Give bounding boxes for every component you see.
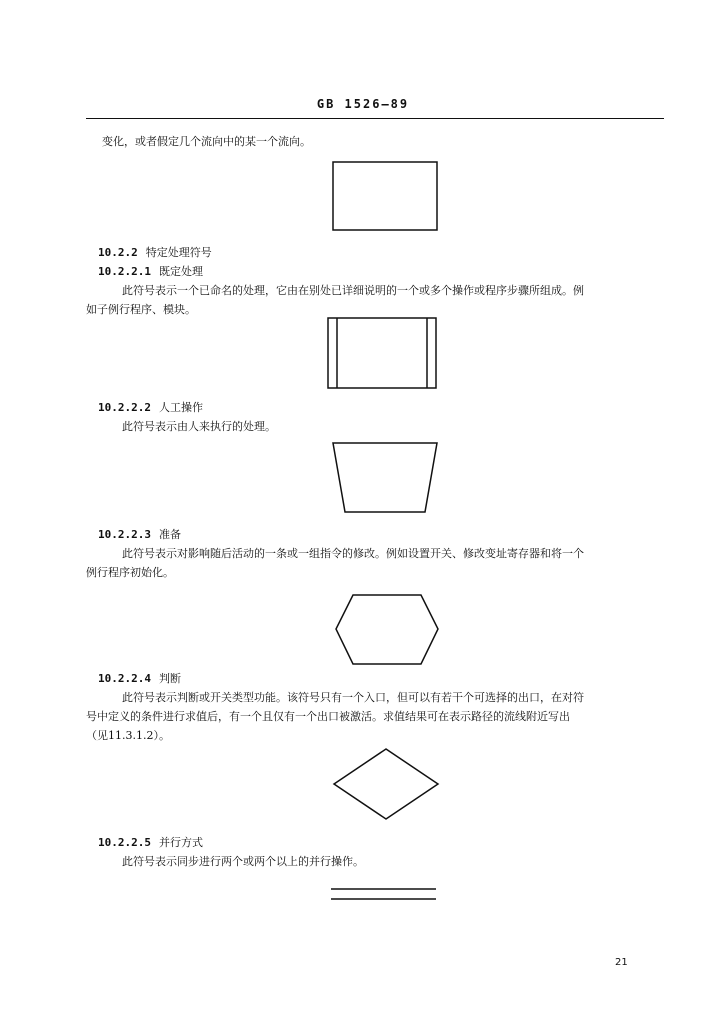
section-title: 并行方式 xyxy=(158,836,203,849)
section-number: 10.2.2 xyxy=(98,246,138,259)
section-number: 10.2.2.2 xyxy=(98,401,151,414)
section-10-2-2-2-heading xyxy=(98,398,203,417)
section-10-2-2-3-heading xyxy=(98,525,181,544)
section-title: 准备 xyxy=(158,528,181,541)
predefined-process-desc-line1: 此符号表示一个已命名的处理，它由在别处已详细说明的一个或多个操作或程序步骤所组成。例 xyxy=(122,284,584,297)
decision-desc-line3: （见11.3.1.2）。 xyxy=(86,729,170,742)
decision-desc-line1: 此符号表示判断或开关类型功能。该符号只有一个入口，但可以有若干个可选择的出口，在对符 xyxy=(122,691,584,704)
decision-desc-line2: 号中定义的条件进行求值后，有一个且仅有一个出口被激活。求值结果可在表示路径的流线附近写出 xyxy=(86,710,570,723)
process-symbol xyxy=(330,160,440,232)
section-number: 10.2.2.3 xyxy=(98,528,151,541)
document-code: GB 1526—89 xyxy=(316,97,410,111)
manual-operation-symbol xyxy=(330,440,440,516)
parallel-mode-desc: 此符号表示同步进行两个或两个以上的并行操作。 xyxy=(122,855,364,868)
page-number: 21 xyxy=(615,957,628,968)
predefined-process-desc-line2: 如子例行程序、模块。 xyxy=(86,303,196,316)
section-number: 10.2.2.1 xyxy=(98,265,151,278)
section-title: 特定处理符号 xyxy=(145,246,212,259)
preparation-desc-line1: 此符号表示对影响随后活动的一条或一组指令的修改。例如设置开关、修改变址寄存器和将一个 xyxy=(122,547,584,560)
section-10-2-2-1-heading xyxy=(98,262,203,281)
predefined-process-symbol xyxy=(325,316,439,391)
section-number: 10.2.2.4 xyxy=(98,672,151,685)
header-rule xyxy=(86,118,664,119)
preparation-desc-line2: 例行程序初始化。 xyxy=(86,566,174,579)
section-number: 10.2.2.5 xyxy=(98,836,151,849)
section-title: 判断 xyxy=(158,672,181,685)
section-title: 人工操作 xyxy=(158,401,203,414)
intro-text: 变化，或者假定几个流向中的某一个流向。 xyxy=(102,135,311,148)
section-10-2-2-heading xyxy=(98,243,212,262)
decision-symbol xyxy=(331,746,441,822)
manual-operation-desc: 此符号表示由人来执行的处理。 xyxy=(122,420,276,433)
section-10-2-2-5-heading xyxy=(98,833,203,852)
section-10-2-2-4-heading xyxy=(98,669,181,688)
preparation-symbol xyxy=(333,592,441,668)
section-title: 既定处理 xyxy=(158,265,203,278)
parallel-mode-symbol xyxy=(328,884,440,904)
